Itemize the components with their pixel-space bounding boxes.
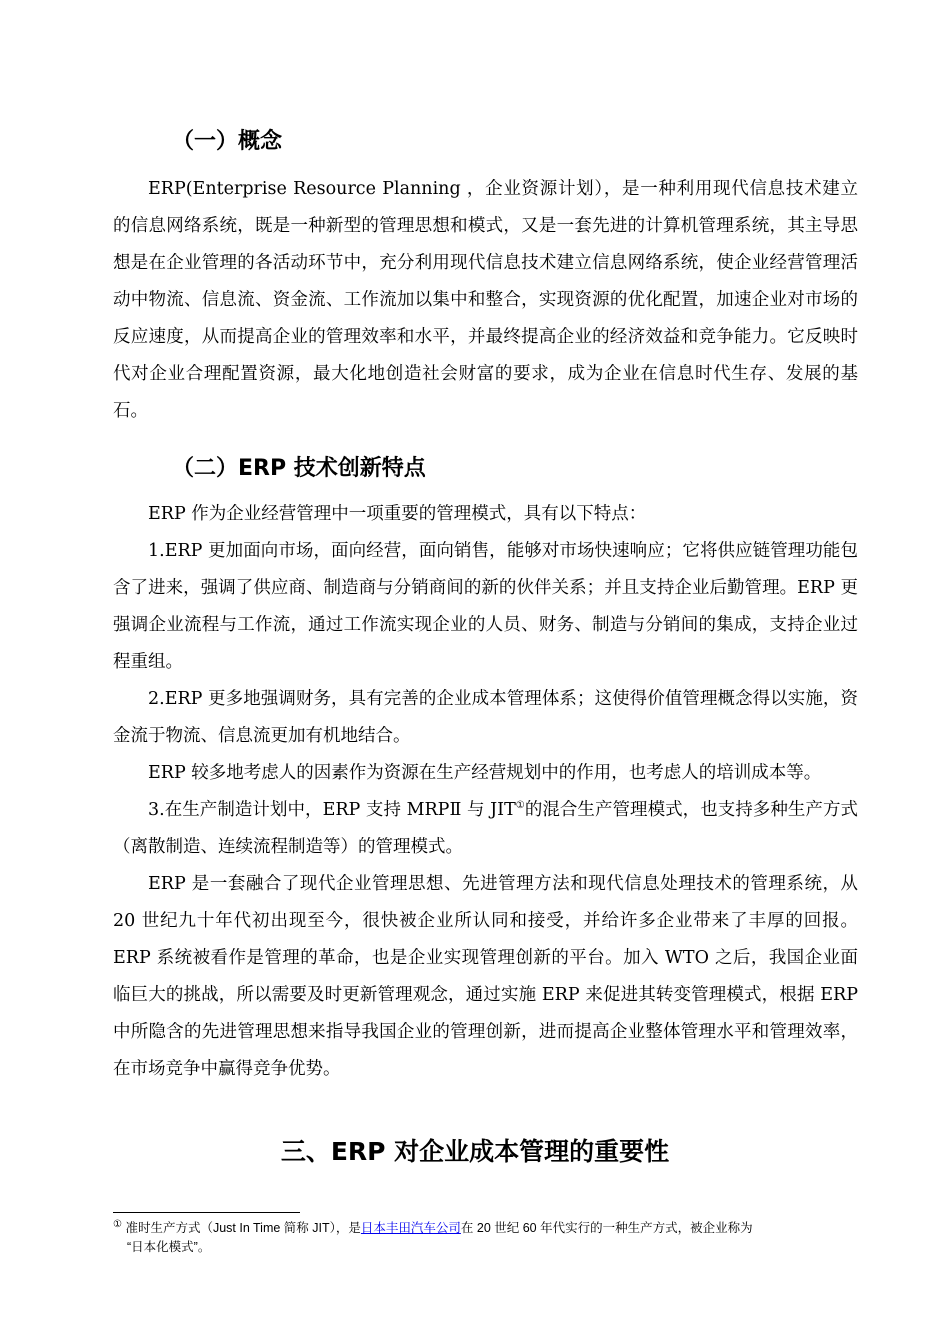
footnote-reference[interactable]: ① — [515, 800, 525, 812]
footnote-separator — [113, 1212, 300, 1213]
footnote-text-b: 在 20 世纪 60 年代实行的一种生产方式，被企业称为 — [460, 1221, 753, 1235]
feature-point-3 — [113, 792, 858, 866]
features-summary: ERP 是一套融合了现代企业管理思想、先进管理方法和现代信息处理技术的管理系统，从 20 世纪九十年代初出现至今，很快被企业所认同和接受，并给许多企业带来了丰厚的回报。ERP 系统被看作是管理的革命，也是企业实现管理创新的平台。加入 WTO 之后，我国企业面临巨大的挑战，所以需要及时更新管理观念，通过实施 ERP 来促进其转变管理模式，根据 ERP 中所隐含的先进管理思想来指导我国企业的管理创新，进而提高企业整体管理水平和管理效率，在市场竞争中赢得竞争优势。 — [113, 874, 858, 1079]
footnote-text-a: 准时生产方式（Just In Time 简称 JIT），是 — [121, 1221, 361, 1235]
features-body — [113, 496, 858, 1088]
chapter-heading-importance: 三、ERP 对企业成本管理的重要性 — [280, 1137, 670, 1166]
section-heading-features: （二）ERP 技术创新特点 — [172, 456, 426, 481]
feature-point-3-text-b: 的混合生产管理模式，也支持多种生产方式（离散制造、连续流程制造等）的管理模式。 — [113, 800, 858, 857]
feature-point-2b: ERP 较多地考虑人的因素作为资源在生产经营规划中的作用，也考虑人的培训成本等。 — [148, 763, 822, 783]
footnote — [113, 1219, 858, 1257]
section-heading-concept: （一）概念 — [172, 129, 283, 154]
footnote-marker: ① — [113, 1218, 122, 1230]
footnote-text-line2: “日本化模式”。 — [127, 1240, 211, 1254]
feature-point-3-text-a: 3.在生产制造计划中，ERP 支持 MRPⅡ 与 JIT — [148, 800, 516, 820]
feature-point-2: 2.ERP 更多地强调财务，具有完善的企业成本管理体系；这使得价值管理概念得以实施，资金流于物流、信息流更加有机地结合。 — [113, 689, 858, 746]
feature-point-1: 1.ERP 更加面向市场，面向经营，面向销售，能够对市场快速响应；它将供应链管理功能包含了进来，强调了供应商、制造商与分销商间的新的伙伴关系；并且支持企业后勤管理。ERP 更强调企业流程与工作流，通过工作流实现企业的人员、财务、制造与分销间的集成，支持企业过程重组。 — [113, 541, 858, 672]
concept-paragraph: ERP(Enterprise Resource Planning ，企业资源计划），是一种利用现代信息技术建立的信息网络系统，既是一种新型的管理思想和模式，又是一套先进的计算机管理系统，其主导思想是在企业管理的各活动环节中，充分利用现代信息技术建立信息网络系统，使企业经营管理活动中物流、信息流、资金流、工作流加以集中和整合，实现资源的优化配置，加速企业对市场的反应速度，从而提高企业的管理效率和水平，并最终提高企业的经济效益和竞争能力。它反映时代对企业合理配置资源，最大化地创造社会财富的要求，成为企业在信息时代生存、发展的基石。 — [113, 179, 858, 421]
concept-body — [113, 171, 858, 430]
footnote-link-toyota[interactable]: 日本丰田汽车公司 — [360, 1221, 461, 1235]
features-intro: ERP 作为企业经营管理中一项重要的管理模式，具有以下特点： — [148, 504, 647, 524]
